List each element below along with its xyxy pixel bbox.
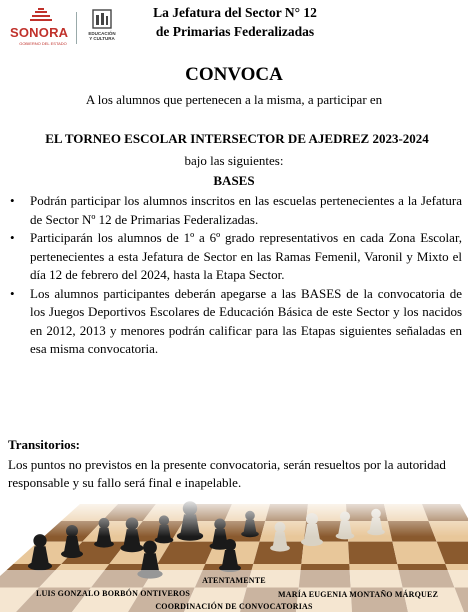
- bullet-icon: •: [10, 230, 15, 245]
- base-text: Podrán participar los alumnos inscritos en las escuelas pertenecientes a la Jefatura de Sector Nº 12 de Primarias Federalizadas.: [30, 193, 462, 227]
- signature-right-name: MARÍA EUGENIA MONTAÑO MÁRQUEZ: [278, 590, 439, 599]
- intro-text: A los alumnos que pertenecen a la misma, a participar en: [85, 92, 383, 107]
- signature-left-name: LUIS GONZALO BORBÓN ONTIVEROS: [36, 589, 191, 598]
- header-title-line2: de Primarias Federalizadas: [155, 24, 315, 39]
- bullet-icon: •: [10, 193, 15, 208]
- list-item: [8, 192, 462, 229]
- sec-logo-text: EDUCACIÓN Y CULTURA: [88, 31, 116, 41]
- sec-logo: [80, 8, 124, 50]
- sonora-logo-subtext: GOBIERNO DEL ESTADO: [19, 41, 67, 46]
- transitorios-title: Transitorios:: [8, 437, 80, 452]
- base-text: Participarán los alumnos de 1º a 6º grado representativos en cada Zona Escolar, pertenecientes a esta Jefatura de Sector en las Ramas Femenil, Varonil y Mixto el día 12 de febrero del 2024, hasta la Etapa Sector.: [30, 230, 462, 282]
- list-item: [8, 229, 462, 285]
- building-icon: [91, 8, 113, 30]
- list-item: [8, 285, 462, 359]
- sun-icon: [28, 8, 54, 24]
- logo-divider: [76, 12, 77, 44]
- sonora-logo-text: SONORA: [10, 25, 69, 40]
- base-text: Los alumnos participantes deberán apegarse a las BASES de la convocatoria de los Juegos Deportivos Escolares de Educación Básica de este Sector y los nacidos en 2012, 2013 y menores podrán calificar para las Etapas siguientes señaladas en esa misma convocatoria.: [30, 285, 462, 356]
- signature-coordination: COORDINACIÓN DE CONVOCATORIAS: [155, 602, 313, 611]
- page-heading: CONVOCA: [185, 64, 283, 85]
- bases-title: BASES: [213, 173, 255, 188]
- bullet-icon: •: [10, 285, 15, 301]
- header-title-line1: La Jefatura del Sector N° 12: [153, 5, 317, 20]
- tournament-title: EL TORNEO ESCOLAR INTERSECTOR DE AJEDREZ 2023-2024: [45, 131, 429, 146]
- signature-atentamente: ATENTAMENTE: [202, 576, 266, 585]
- sonora-logo: [8, 8, 74, 48]
- under-text: bajo las siguientes:: [184, 153, 284, 168]
- transitorios-text: Los puntos no previstos en la presente convocatoria, serán resueltos por la autoridad responsable y su fallo será final e inapelable.: [8, 457, 446, 490]
- bases-list: [8, 192, 462, 359]
